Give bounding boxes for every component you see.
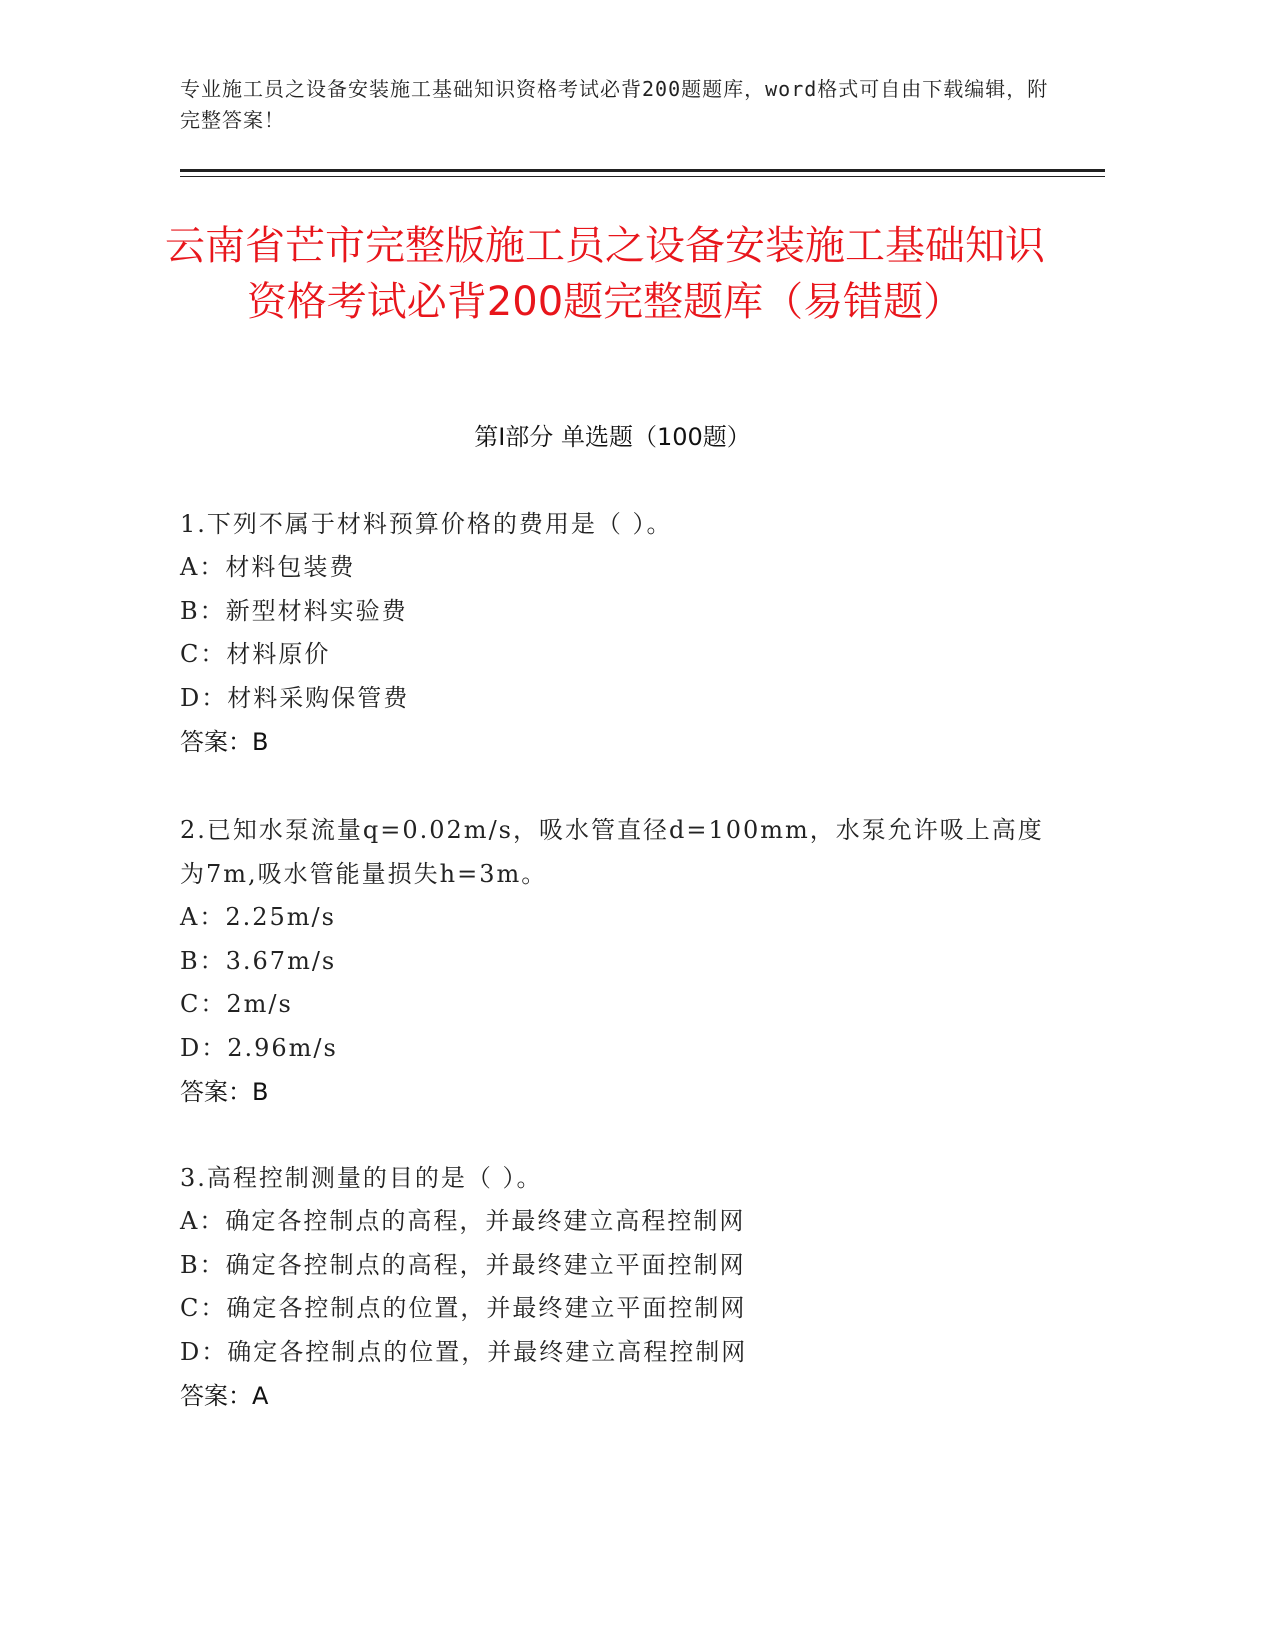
option-a: A：确定各控制点的高程，并最终建立高程控制网 xyxy=(180,1207,746,1235)
option-d: D：2.96m/s xyxy=(180,1033,338,1062)
option-c: C：2m/s xyxy=(180,990,293,1018)
header-divider-thick xyxy=(180,169,1105,172)
header-note: 专业施工员之设备安装施工基础知识资格考试必背200题题库，word格式可自由下载编辑，附完整答案！ xyxy=(180,77,1049,132)
header-divider-thin xyxy=(180,176,1105,177)
answer-line: 答案：B xyxy=(180,728,269,756)
question-stem: 1.下列不属于材料预算价格的费用是（ ）。 xyxy=(180,510,673,538)
answer-line: 答案：B xyxy=(180,1078,269,1106)
answer-line: 答案：A xyxy=(180,1382,269,1410)
question-stem: 2.已知水泵流量q=0.02m/s，吸水管直径d=100mm，水泵允许吸上高度为7m,吸水管能量损失h=3m。 xyxy=(180,816,1044,888)
option-d: D：材料采购保管费 xyxy=(180,683,410,712)
question-block xyxy=(180,808,1050,1114)
question-block xyxy=(180,1156,1050,1418)
option-b: B：新型材料实验费 xyxy=(180,596,408,625)
section-title: 第I部分 单选题（100题） xyxy=(474,423,751,451)
option-b: B：3.67m/s xyxy=(180,946,337,975)
option-a: A：2.25m/s xyxy=(180,903,336,931)
option-b: B：确定各控制点的高程，并最终建立平面控制网 xyxy=(180,1250,746,1279)
option-d: D：确定各控制点的位置，并最终建立高程控制网 xyxy=(180,1337,748,1366)
question-block xyxy=(180,502,1050,764)
document-title: 云南省芒市完整版施工员之设备安装施工基础知识资格考试必背200题完整题库（易错题） xyxy=(165,223,1045,325)
question-stem: 3.高程控制测量的目的是（ ）。 xyxy=(180,1164,543,1192)
option-a: A：材料包装费 xyxy=(180,553,356,581)
option-c: C：确定各控制点的位置，并最终建立平面控制网 xyxy=(180,1294,747,1322)
option-c: C：材料原价 xyxy=(180,640,331,668)
